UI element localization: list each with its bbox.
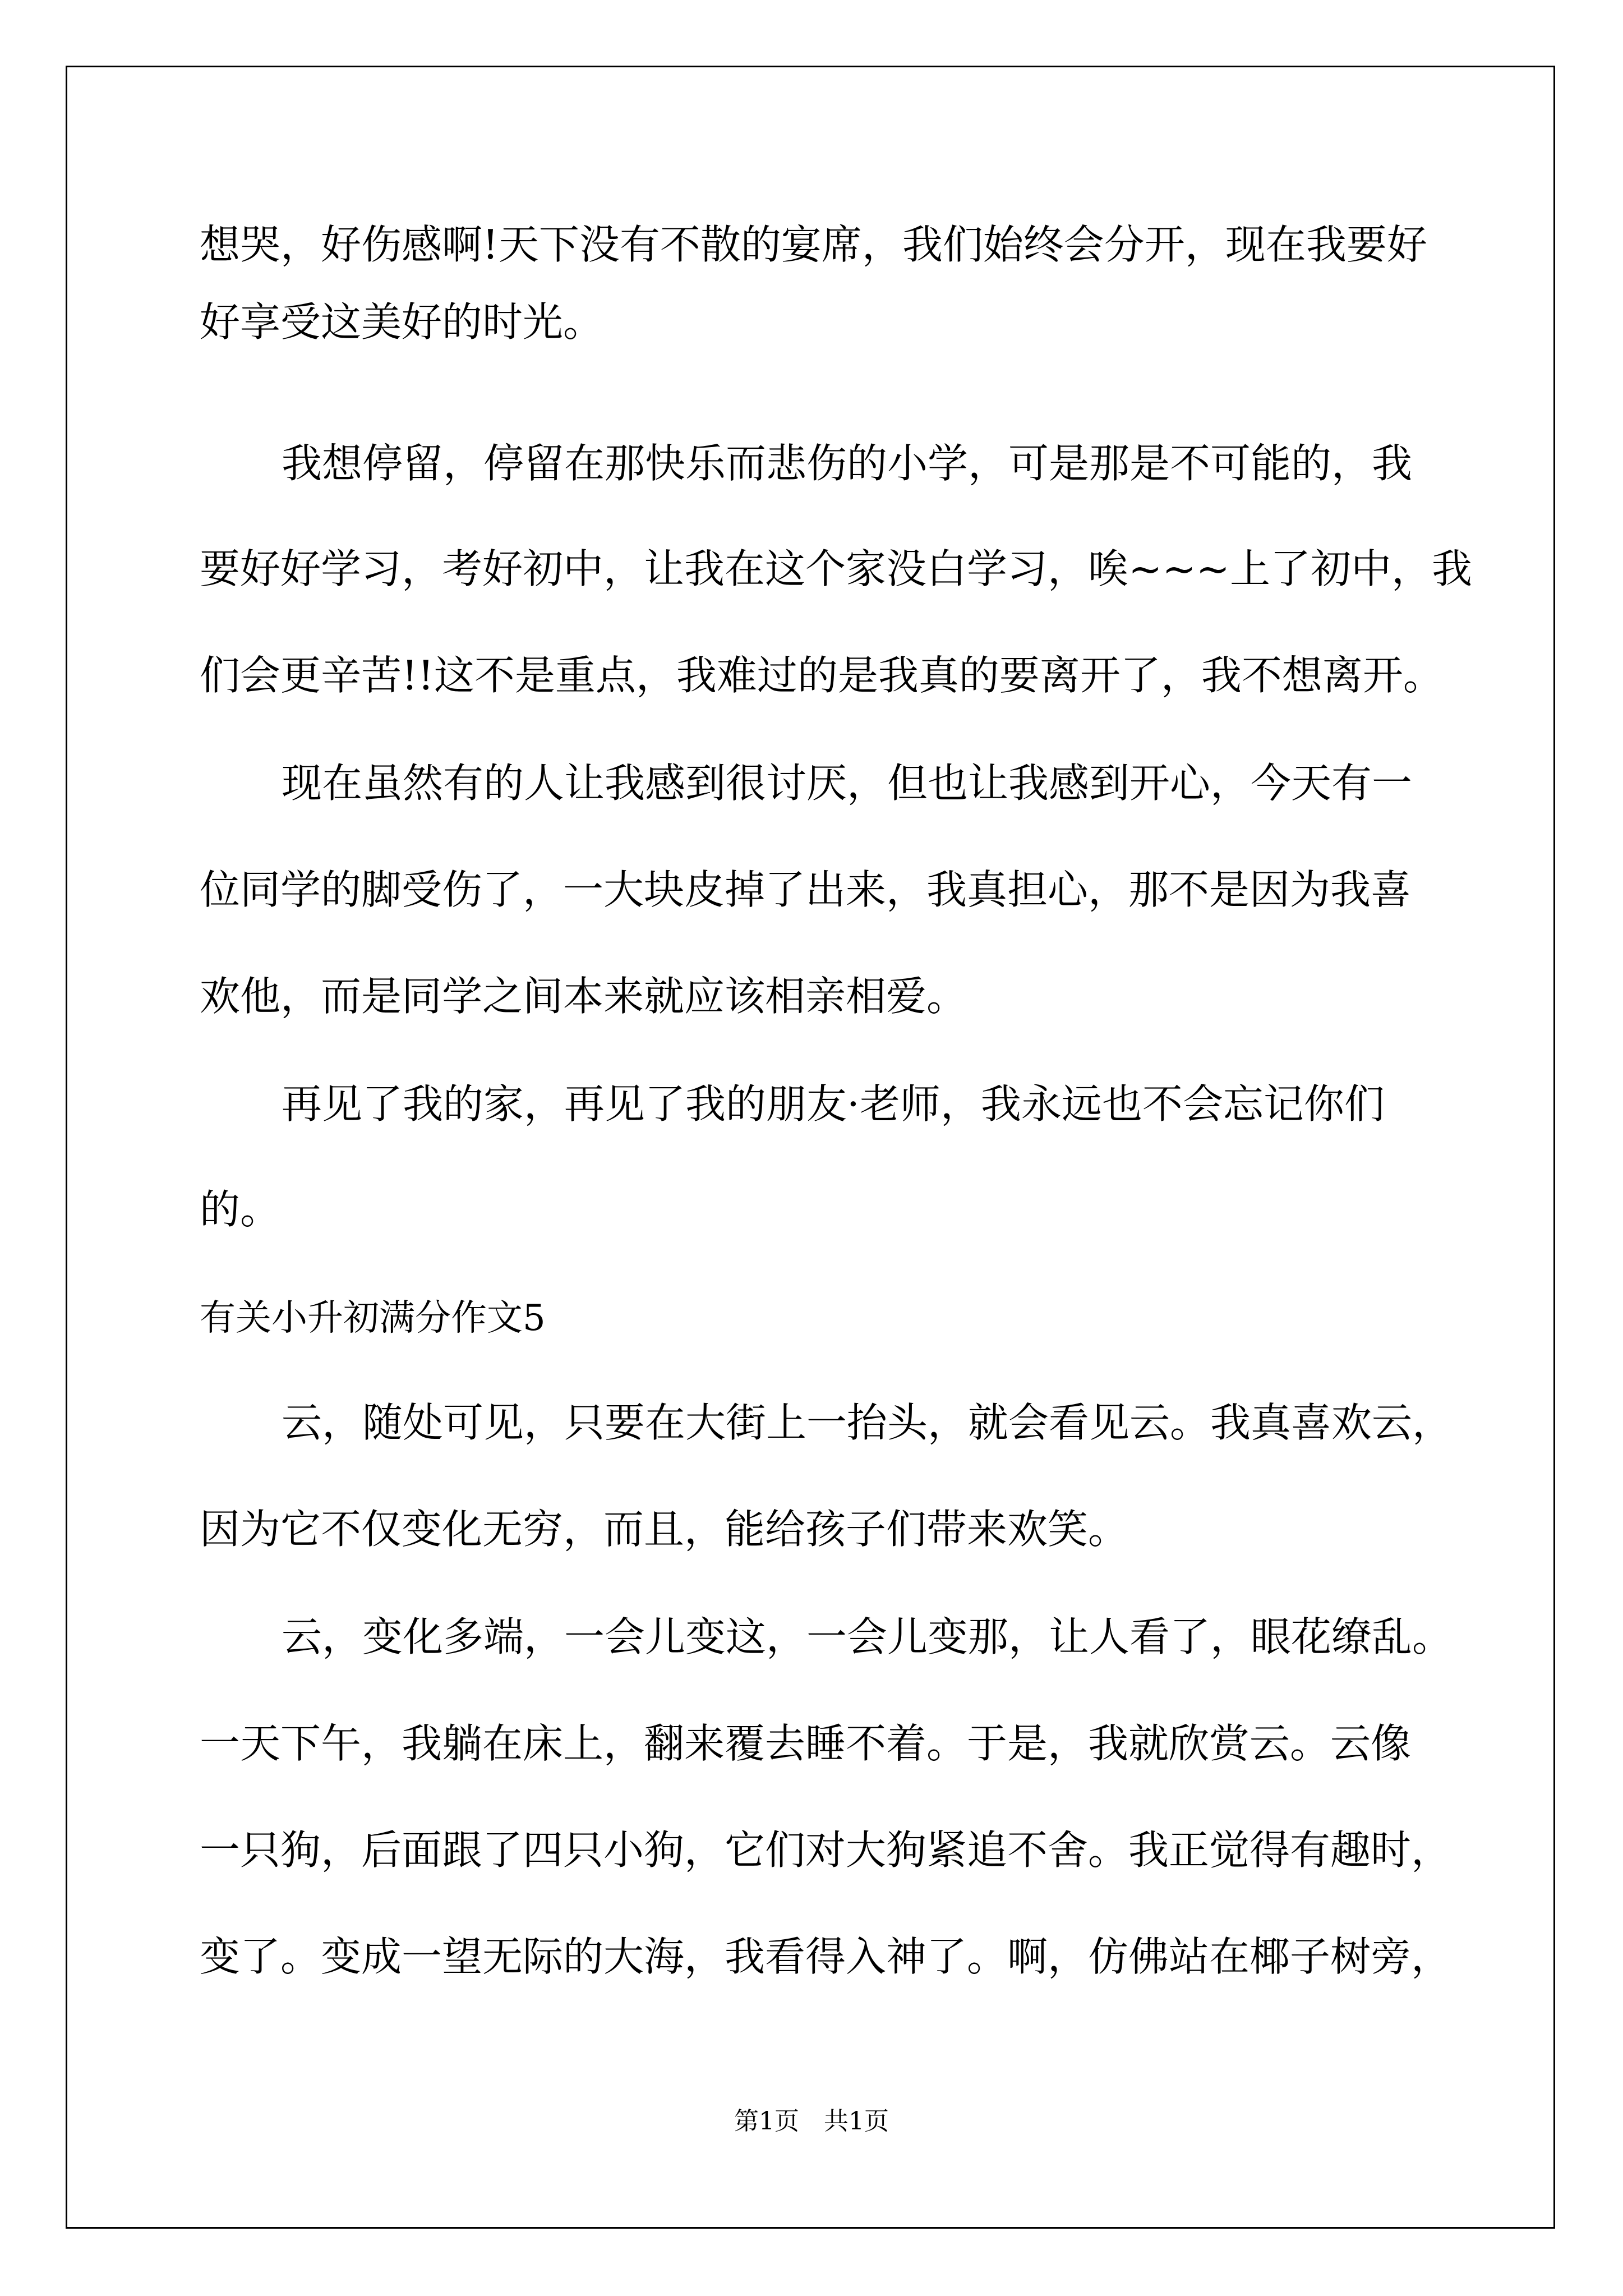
text-line: 一天下午，我躺在床上，翻来覆去睡不着。于是，我就欣赏云。云像 <box>200 1720 1412 1767</box>
paragraph-start-line: 现在虽然有的人让我感到很讨厌，但也让我感到开心，今天有一 <box>282 760 1413 807</box>
text-line: 因为它不仅变化无穷，而且，能给孩子们带来欢笑。 <box>200 1506 1129 1553</box>
text-line: 的。 <box>200 1186 281 1233</box>
text-line: 要好好学习，考好初中，让我在这个家没白学习，唉~~~上了初中，我 <box>200 545 1472 592</box>
section-heading: 有关小升初满分作文5 <box>200 1297 546 1339</box>
paragraph-start-line: 云，随处可见，只要在大街上一抬头，就会看见云。我真喜欢云， <box>282 1399 1453 1446</box>
text-line: 想哭，好伤感啊!天下没有不散的宴席，我们始终会分开，现在我要好 <box>200 221 1427 268</box>
text-line: 变了。变成一望无际的大海，我看得入神了。啊，仿佛站在椰子树旁， <box>200 1933 1452 1980</box>
paragraph-start-line: 我想停留，停留在那快乐而悲伤的小学，可是那是不可能的，我 <box>282 440 1413 487</box>
paragraph-start-line: 再见了我的家，再见了我的朋友·老师，我永远也不会忘记你们 <box>282 1080 1385 1128</box>
text-line: 一只狗，后面跟了四只小狗，它们对大狗紧追不舍。我正觉得有趣时， <box>200 1826 1452 1874</box>
text-line: 们会更辛苦!!这不是重点，我难过的是我真的要离开了，我不想离开。 <box>200 652 1444 699</box>
text-line: 好享受这美好的时光。 <box>200 298 604 346</box>
page-border <box>66 66 1555 2229</box>
page-footer: 第1页 共1页 <box>734 2107 889 2136</box>
paragraph-start-line: 云，变化多端，一会儿变这，一会儿变那，让人看了，眼花缭乱。 <box>282 1613 1453 1660</box>
text-line: 欢他，而是同学之间本来就应该相亲相爱。 <box>200 973 967 1020</box>
text-line: 位同学的脚受伤了，一大块皮掉了出来，我真担心，那不是因为我喜 <box>200 866 1412 913</box>
